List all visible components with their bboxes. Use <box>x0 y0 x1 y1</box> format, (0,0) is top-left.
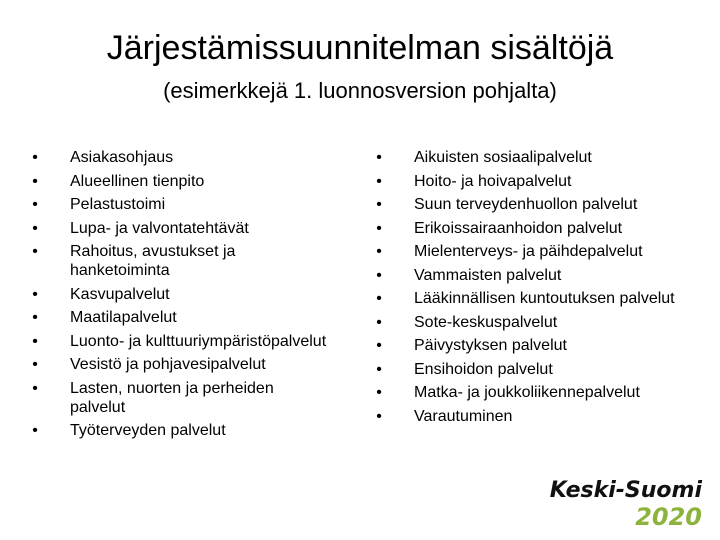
list-item-text: Kasvupalvelut <box>70 285 170 303</box>
list-item-text: Asiakasohjaus <box>70 149 174 166</box>
list-item-text: Maatilapalvelut <box>70 309 177 326</box>
list-item-text: Ensihoidon palvelut <box>414 360 553 378</box>
list-item <box>372 266 692 285</box>
list-item-text: Alueellinen tienpito <box>70 172 205 190</box>
bullet-icon: • <box>32 422 38 439</box>
bullet-icon: • <box>32 379 38 397</box>
list-item <box>372 313 692 332</box>
list-item <box>28 148 328 167</box>
list-item-text: Päivystyksen palvelut <box>414 337 567 354</box>
list-item-text: Hoito- ja hoivapalvelut <box>414 172 572 190</box>
list-item <box>372 336 692 355</box>
list-item <box>28 285 328 304</box>
list-item-text: Lupa- ja valvontatehtävät <box>70 219 249 237</box>
bullet-icon: • <box>376 243 382 260</box>
list-item-text: Lääkinnällisen kuntoutuksen palvelut <box>414 290 675 307</box>
list-item <box>28 379 328 417</box>
list-item-text: Sote-keskuspalvelut <box>414 313 558 331</box>
list-item-text: Suun terveydenhuollon palvelut <box>414 196 638 213</box>
list-item <box>28 332 328 351</box>
list-item-text: Erikoissairaanhoidon palvelut <box>414 219 623 237</box>
list-item-text: Matka- ja joukkoliikennepalvelut <box>414 384 640 401</box>
bullet-icon: • <box>376 196 382 213</box>
bullet-icon: • <box>32 219 38 237</box>
list-item-text: Varautuminen <box>414 407 513 425</box>
bullet-icon: • <box>32 332 38 350</box>
bullet-icon: • <box>376 219 382 237</box>
list-item <box>372 383 692 402</box>
bullet-icon: • <box>376 407 382 425</box>
list-item <box>372 242 692 261</box>
list-item <box>28 242 328 280</box>
list-item <box>28 195 328 214</box>
bullet-icon: • <box>32 356 38 373</box>
bullet-icon: • <box>376 290 382 307</box>
bullet-icon: • <box>376 149 382 166</box>
bullet-icon: • <box>376 266 382 284</box>
list-item <box>28 308 328 327</box>
list-item-text: Vesistö ja pohjavesipalvelut <box>70 356 266 373</box>
list-item-text: Työterveyden palvelut <box>70 422 226 439</box>
list-item-text: Lasten, nuorten ja perheiden palvelut <box>70 379 274 416</box>
slide-title: Järjestämissuunnitelman sisältöjä <box>106 29 614 67</box>
list-item <box>372 148 692 167</box>
list-item <box>372 219 692 238</box>
bullet-icon: • <box>376 172 382 190</box>
bullet-icon: • <box>376 337 382 354</box>
bullet-icon: • <box>376 360 382 378</box>
keski-suomi-logo <box>550 478 702 530</box>
left-bullet-list <box>28 148 328 445</box>
bullet-icon: • <box>32 243 38 260</box>
bullet-icon: • <box>376 384 382 401</box>
slide-subtitle: (esimerkkejä 1. luonnosversion pohjalta) <box>163 78 557 103</box>
bullet-icon: • <box>376 313 382 331</box>
list-item-text: Rahoitus, avustukset ja hanketoiminta <box>70 243 236 279</box>
list-item <box>28 421 328 440</box>
list-item <box>372 195 692 214</box>
list-item-text: Vammaisten palvelut <box>414 266 562 284</box>
list-item-text: Pelastustoimi <box>70 196 166 213</box>
list-item <box>28 355 328 374</box>
list-item-text: Mielenterveys- ja päihdepalvelut <box>414 243 643 260</box>
list-item-text: Luonto- ja kulttuuriympäristöpalvelut <box>70 332 327 350</box>
bullet-icon: • <box>32 196 38 213</box>
bullet-icon: • <box>32 149 38 166</box>
list-item <box>28 172 328 191</box>
bullet-icon: • <box>32 285 38 303</box>
bullet-icon: • <box>32 309 38 326</box>
logo-year: 2020 <box>635 503 702 531</box>
bullet-icon: • <box>32 172 38 190</box>
list-item <box>372 407 692 426</box>
logo-line-1: Keski-Suomi <box>549 478 702 503</box>
list-item <box>372 289 692 308</box>
list-item <box>372 360 692 379</box>
list-item-text: Aikuisten sosiaalipalvelut <box>414 149 592 166</box>
list-item <box>28 219 328 238</box>
list-item <box>372 172 692 191</box>
right-bullet-list <box>372 148 692 430</box>
